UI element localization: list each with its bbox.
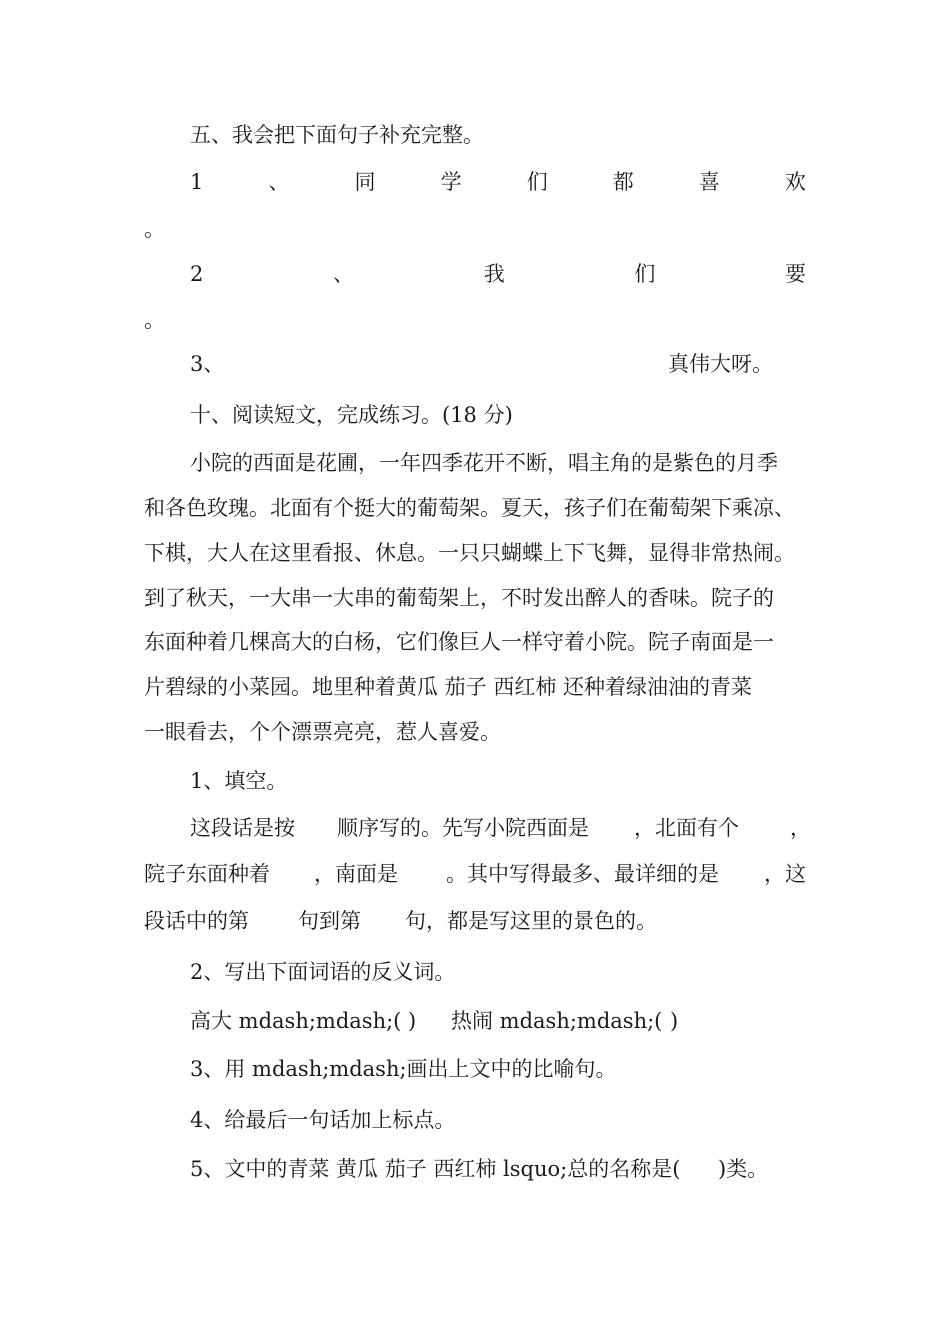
passage-line: 一眼看去，个个漂票亮亮，惹人喜爱。	[144, 720, 501, 744]
s1-token: 们	[526, 170, 548, 194]
s2-token: 2	[190, 262, 204, 286]
s2-token: 要	[785, 262, 806, 286]
sentence-2-tokens	[190, 260, 806, 288]
s1-token: 喜	[698, 170, 720, 194]
s2-token: 我	[483, 262, 505, 286]
passage-line: 下棋，大人在这里看报、休息。一只只蝴蝶上下飞舞，显得非常热闹。	[144, 541, 795, 565]
sentence-1-tokens	[190, 168, 806, 196]
sentence-3-tail: 真伟大呀。	[668, 352, 773, 376]
s2-token: 们	[634, 262, 656, 286]
s1-token: 学	[440, 170, 462, 194]
s1-token: 1	[190, 170, 204, 194]
passage-line: 小院的西面是花圃，一年四季花开不断，唱主角的是紫色的月季	[190, 451, 778, 475]
s1-token: 欢	[784, 170, 806, 194]
antonym-b: 热闹 mdash;mdash;(	[451, 1009, 663, 1033]
s1-token: 同	[354, 170, 376, 194]
passage-line: 到了秋天，一大串一大串的葡萄架上，不时发出醉人的香味。院子的	[144, 586, 774, 610]
s1-token: 都	[612, 170, 634, 194]
passage-line: 和各色玫瑰。北面有个挺大的葡萄架。夏天，孩子们在葡萄架下乘凉、	[144, 496, 795, 520]
s1-token: 、	[268, 170, 290, 194]
passage-line: 东面种着几棵高大的白杨，它们像巨人一样守着小院。院子南面是一	[144, 630, 774, 654]
s2-token: 、	[333, 262, 355, 286]
antonym-a: 高大 mdash;mdash;(	[190, 1009, 402, 1033]
passage-line: 片碧绿的小菜园。地里种着黄瓜 茄子 西红柿 还种着绿油油的青菜	[144, 675, 753, 699]
